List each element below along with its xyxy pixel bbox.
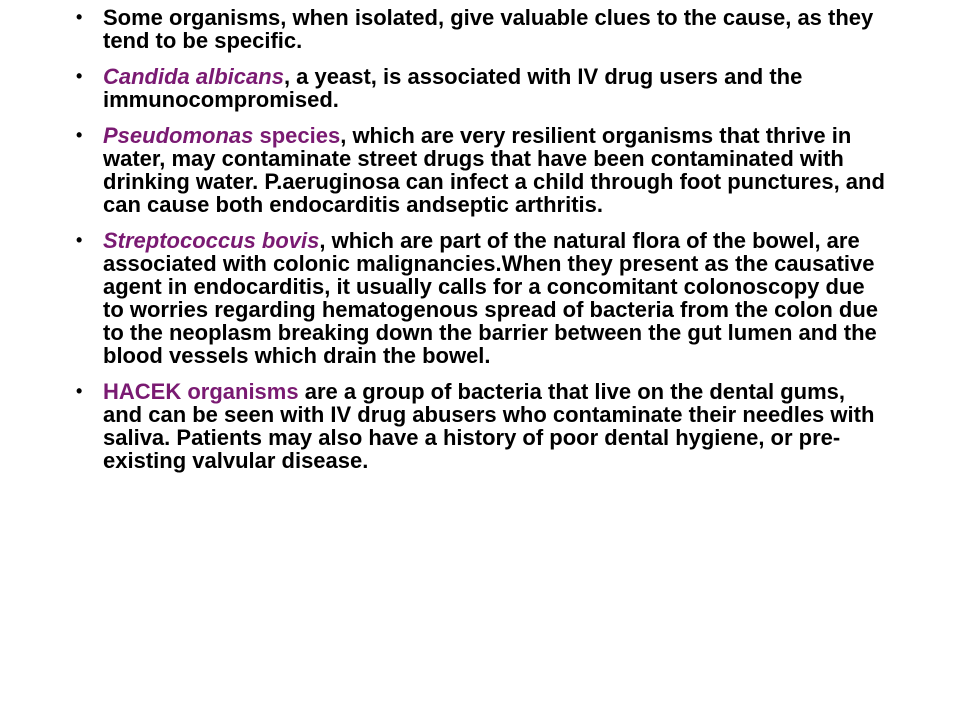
bullet-dot-icon: • [76, 66, 83, 86]
bullet-text: , which are part of the natural flora of the bowel, are associated with colonic malignancies.When they present as the causative agent in endocarditis, it usually calls for a concomitant colonoscopy due to worries regarding hematogenous spread of bacteria from the colon due to the neoplasm breaking down the barrier between the gut lumen and the blood vessels which drain the bowel. [103, 228, 879, 368]
organism-name: Pseudomonas [103, 123, 254, 148]
organism-name: Candida albicans [103, 64, 284, 89]
bullet-text: , which are very resilient organisms that thrive in water, may contaminate street drugs that have been contaminated with drinking water. P.aeruginosa can infect a child through foot punctures, and can cause both endocarditis andseptic arthritis. [103, 123, 885, 217]
bullet-dot-icon: • [76, 125, 83, 145]
bullet-text: Some organisms, when isolated, give valuable clues to the cause, as they tend to be specific. [103, 5, 874, 53]
bullet-item-2 [0, 65, 890, 111]
bullet-dot-icon: • [76, 230, 83, 250]
organism-name: Streptococcus bovis [103, 228, 320, 253]
bullet-item-5 [0, 380, 890, 472]
bullet-list [0, 6, 890, 472]
bullet-item-1 [0, 6, 890, 52]
bullet-dot-icon: • [76, 381, 83, 401]
bullet-text: are a group of bacteria that live on the dental gums, and can be seen with IV drug abusers who contaminate their needles with saliva. Patients may also have a history of poor dental hygiene, or pre-existing valvular disease. [103, 379, 875, 473]
bullet-item-4 [0, 229, 890, 367]
bullet-item-3 [0, 124, 890, 216]
bullet-dot-icon: • [76, 7, 83, 27]
bullet-text: , a yeast, is associated with IV drug users and the immunocompromised. [103, 64, 803, 112]
organism-qualifier: species [253, 123, 341, 148]
organism-name: HACEK organisms [103, 379, 299, 404]
